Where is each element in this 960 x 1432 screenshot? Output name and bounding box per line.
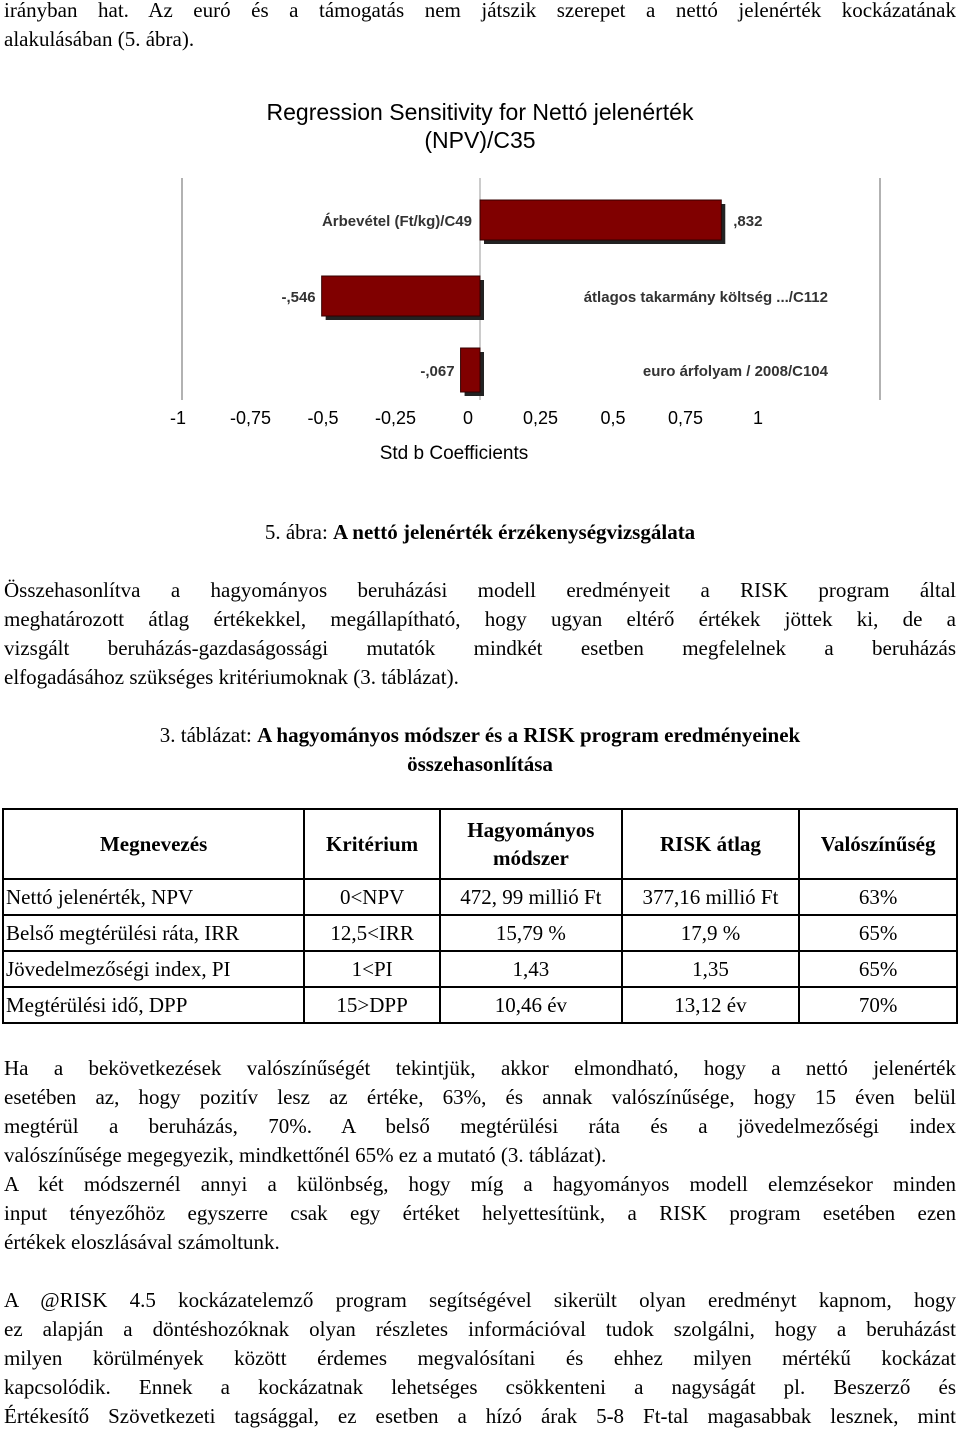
para2-line-5: A két módszernél annyi a különbség, hogy míg a hagyományos modell elemzésekor minden [4,1172,956,1196]
comparison-table [2,808,958,1024]
intro-line-1: irányban hat. Az euró és a támogatás nem játszik szerepet a nettó jelenérték kockázatának [4,0,956,22]
table-caption-prefix: 3. táblázat: [159,723,258,747]
bar-value-label: ,832 [733,213,763,230]
x-axis-label: Std b Coefficients [379,443,529,464]
table-caption-title-2: összehasonlítása [407,752,553,776]
table-caption-line-2 [0,750,960,779]
table-cell: 17,9 % [622,915,799,951]
bar-value-label: -,067 [420,363,455,380]
x-tick-label: -0,75 [229,408,272,428]
figure-caption [0,518,960,547]
header-kriterium: Kritérium [304,809,440,879]
bar [480,200,721,240]
x-tick-label: 0,5 [600,408,626,428]
x-tick-label: -1 [169,408,187,428]
para2-line-7: értékek eloszlásával számoltunk. [4,1230,280,1254]
table-cell: 12,5<IRR [304,915,440,951]
para3-line-2: ez alapján a döntéshozóknak olyan részletes információval tudok szolgálni, hogy a beruházást [4,1317,956,1341]
para1-line-1: Összehasonlítva a hagyományos beruházási modell eredményeit a RISK program által [4,578,956,602]
header-megnevezes: Megnevezés [3,809,304,879]
x-tick-label: 0 [462,408,474,428]
bar-category-label: euro árfolyam / 2008/C104 [642,363,828,380]
para2-line-2: esetében az, hogy pozitív lesz az értéke, 63%, és annak valószínűsége, hogy 15 éven belül [4,1085,956,1109]
para2-line-6: input tényezőhöz egyszerre csak egy értéket helyettesítünk, a RISK program esetében ezen [4,1201,956,1225]
para2-line-3: megtérül a beruházás, 70%. A belső megtérülési ráta és a jövedelmezőségi index [4,1114,956,1138]
para3-line-4: kapcsolódik. Ennek a kockázatnak lehetséges csökkenteni a nagyságát pl. Beszerző és [4,1375,956,1399]
header-valoszinuseg: Valószínűség [799,809,957,879]
para2-line-4: valószínűsége megegyezik, mindkettőnél 65% ez a mutató (3. táblázat). [4,1143,607,1167]
table-row [3,987,957,1023]
header-hagyomanyos: Hagyományos módszer [440,809,622,879]
table-cell: 1<PI [304,951,440,987]
table-row [3,951,957,987]
figure-caption-prefix: 5. ábra: [264,520,334,544]
intro-line-2: alakulásában (5. ábra). [4,27,195,51]
bar-category-label: Árbevétel (Ft/kg)/C49 [321,213,472,230]
header-risk-atlag: RISK átlag [622,809,799,879]
table-header-row [3,809,957,879]
chart-title-line-2: (NPV)/C35 [424,127,536,153]
bar [322,276,480,316]
bar-value-label: -,546 [281,289,316,306]
chart-title-line-1: Regression Sensitivity for Nettó jelenérték [266,99,694,125]
para3-line-3: milyen körülmények között érdemes megvalósítani és ehhez milyen mértékű kockázat [4,1346,956,1370]
table-row [3,879,957,915]
table-cell: 0<NPV [304,879,440,915]
para1-line-3: vizsgált beruházás-gazdaságossági mutatók mindkét esetben megfelelnek a beruházás [4,636,956,660]
bar [461,348,480,392]
x-tick-label: -0,25 [374,408,417,428]
table-cell: Jövedelmezőségi index, PI [3,951,304,987]
table-cell: 15,79 % [440,915,622,951]
table-cell: 1,35 [622,951,799,987]
x-tick-label: 0,75 [667,408,704,428]
table-cell: 65% [799,915,957,951]
table-cell: 377,16 millió Ft [622,879,799,915]
table-cell: 10,46 év [440,987,622,1023]
table-cell: 70% [799,987,957,1023]
x-tick-labels [170,408,763,428]
figure-caption-title: A nettó jelenérték érzékenységvizsgálata [333,520,696,544]
para2-line-1: Ha a bekövetkezések valószínűségét tekintjük, akkor elmondható, hogy a nettó jelenérték [4,1056,956,1080]
table-cell: Belső megtérülési ráta, IRR [3,915,304,951]
table-cell: 1,43 [440,951,622,987]
table-cell: Nettó jelenérték, NPV [3,879,304,915]
table-caption-title-1: A hagyományos módszer és a RISK program eredményeinek [257,723,801,747]
para1-line-2: meghatározott átlag értékekkel, megállapítható, hogy ugyan eltérő értékek jöttek ki, de a [4,607,956,631]
table-cell: 472, 99 millió Ft [440,879,622,915]
table-cell: 65% [799,951,957,987]
x-tick-label: 1 [752,408,764,428]
table-cell: 13,12 év [622,987,799,1023]
bar-category-label: átlagos takarmány költség .../C112 [583,289,828,306]
table-cell: Megtérülési idő, DPP [3,987,304,1023]
table-row [3,915,957,951]
x-tick-label: -0,5 [307,408,339,428]
para1-line-4: elfogadásához szükséges kritériumoknak (3. táblázat). [4,665,459,689]
table-caption-line-1 [0,721,960,750]
para3-line-5: Értékesítő Szövetkezeti tagsággal, ez esetben a hízó árak 5-8 Ft-tal magasabbak lesznek, mint [4,1404,956,1428]
table-cell: 15>DPP [304,987,440,1023]
bars-layer [281,200,828,396]
table-cell: 63% [799,879,957,915]
x-tick-label: 0,25 [522,408,559,428]
para3-line-1: A @RISK 4.5 kockázatelemző program segítségével sikerült olyan eredményt kapnom, hogy [4,1288,956,1312]
regression-sensitivity-chart [0,80,960,480]
